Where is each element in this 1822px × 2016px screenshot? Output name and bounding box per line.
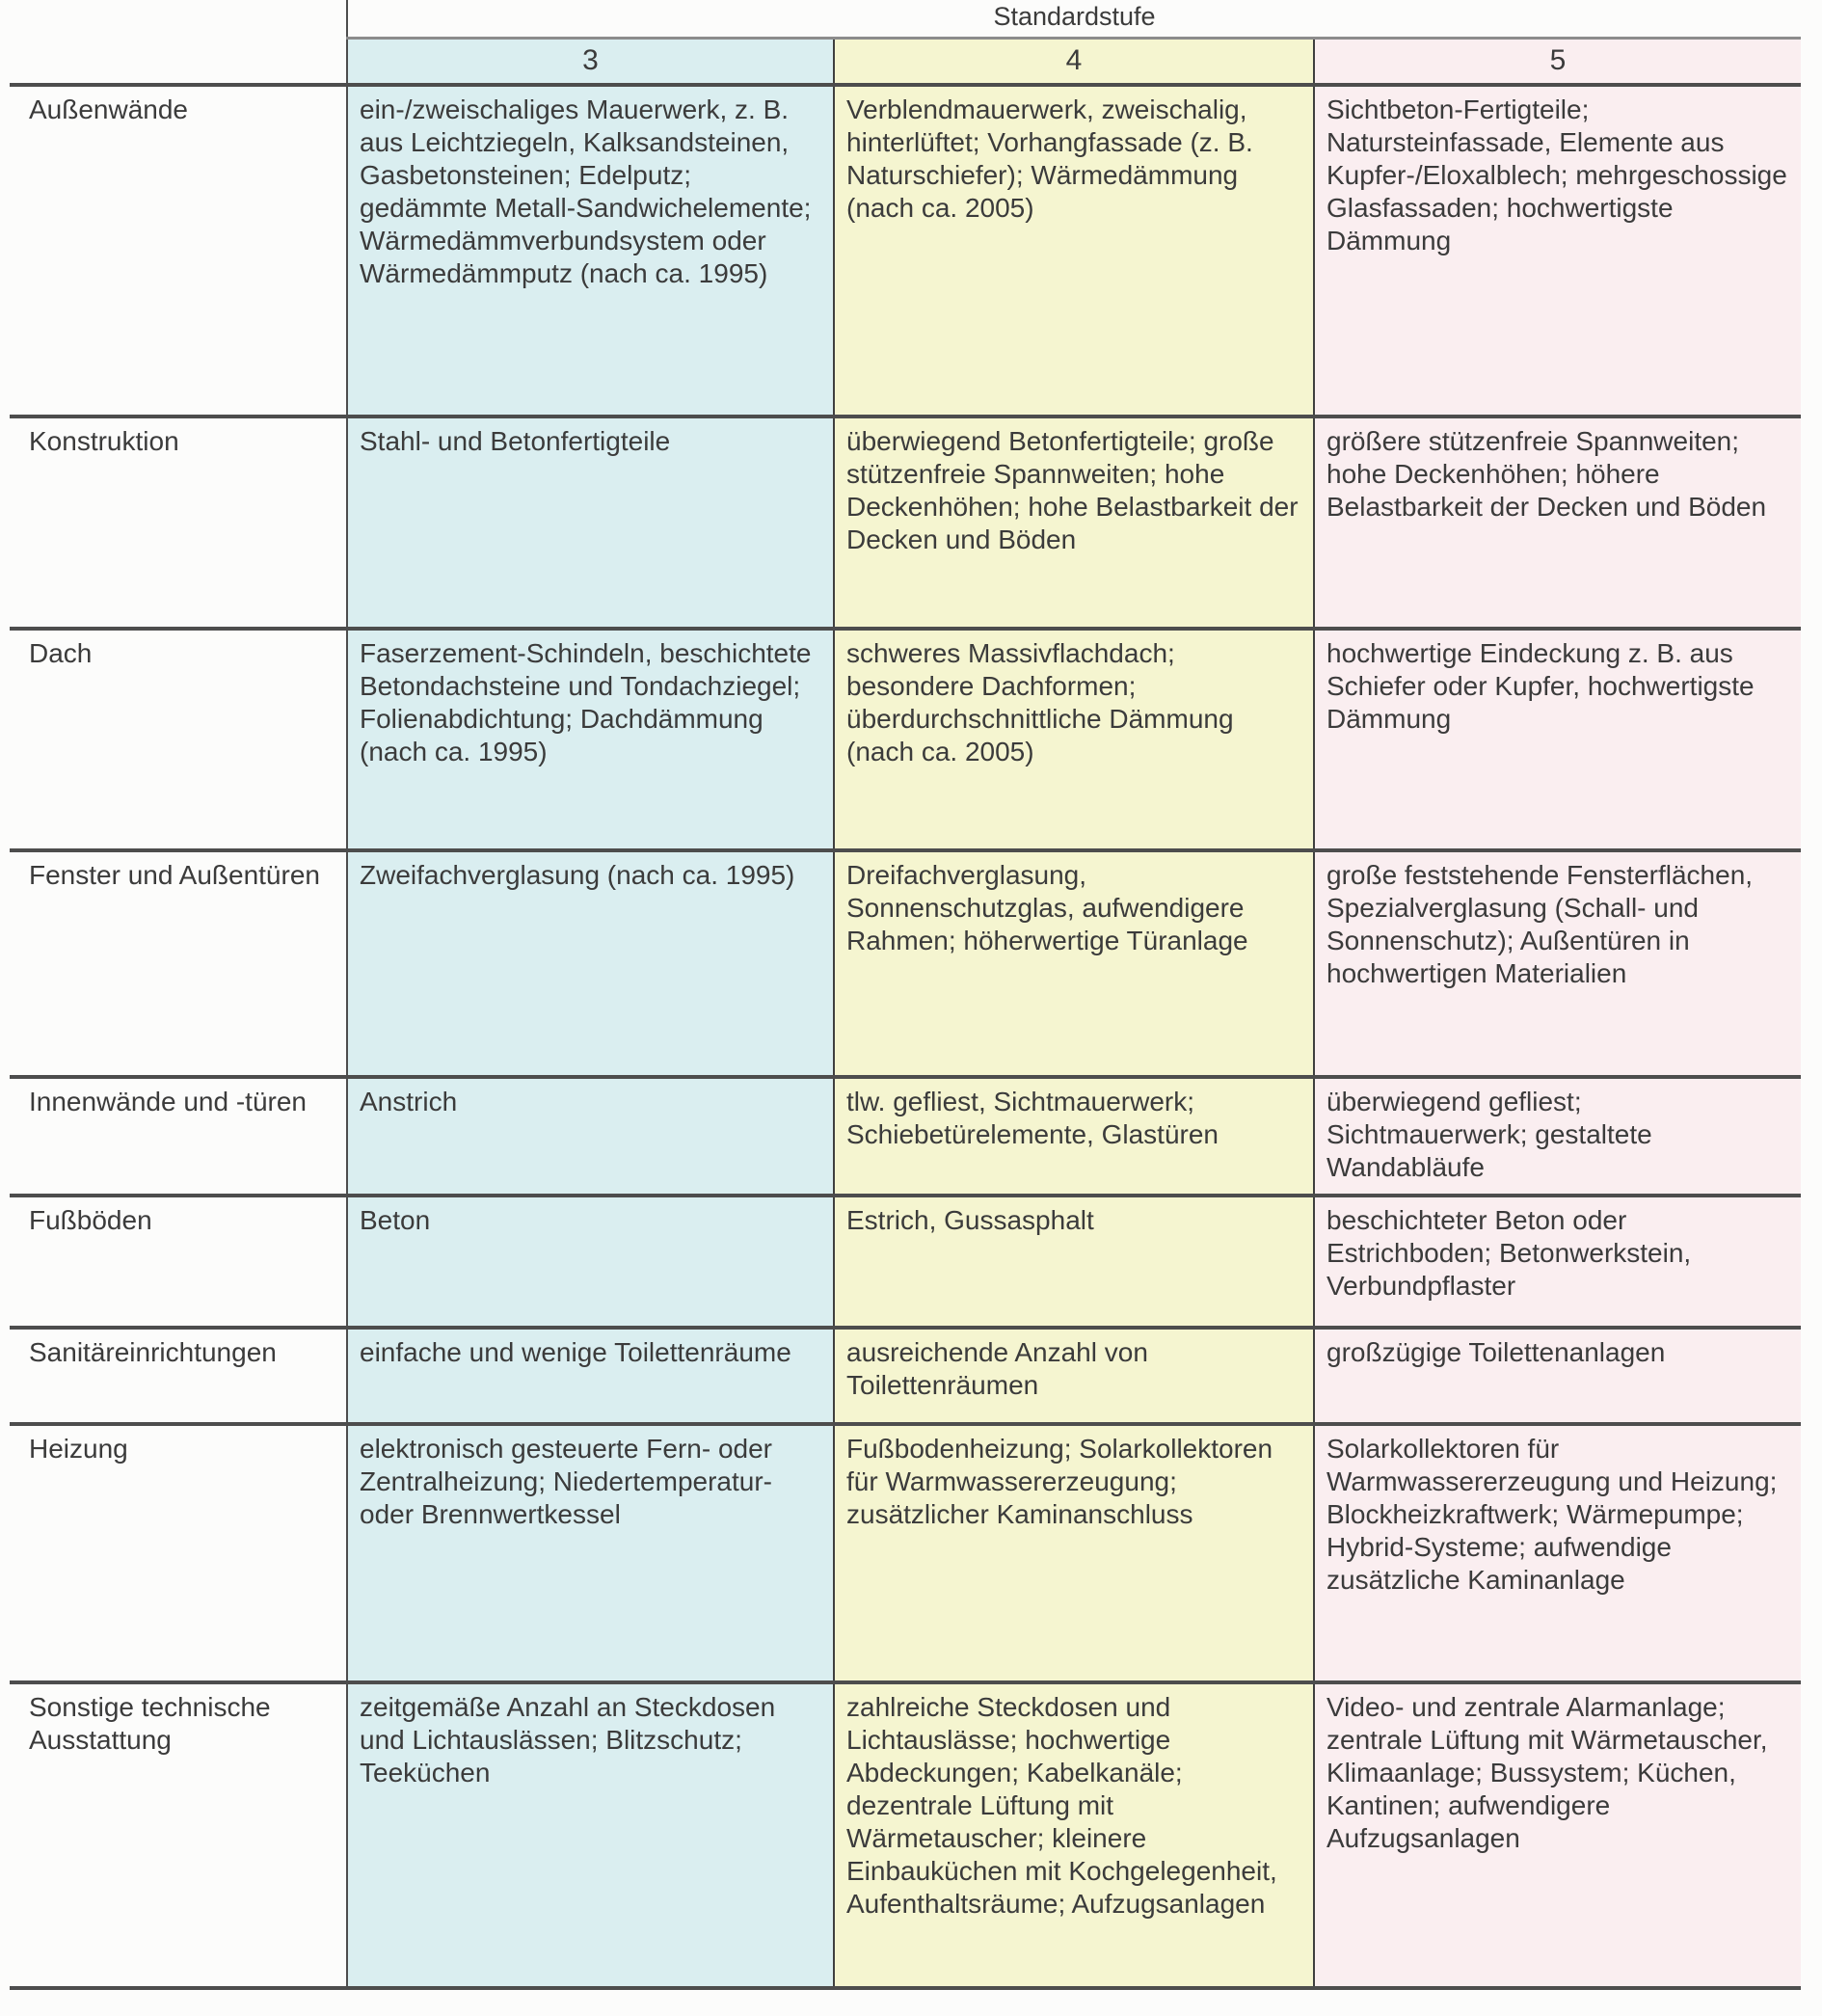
- row-label: Innenwände und -türen: [10, 1077, 347, 1196]
- column-header-3: 3: [347, 39, 834, 85]
- cell-stufe4: überwiegend Betonfertigteile; große stützenfreie Spannweiten; hohe Deckenhöhen; hohe Belastbarkeit der Decken und Böden: [834, 417, 1314, 629]
- row-label: Sanitäreinrichtungen: [10, 1328, 347, 1424]
- row-label: Sonstige technische Ausstattung: [10, 1682, 347, 1988]
- row-label: Heizung: [10, 1424, 347, 1682]
- cell-stufe5: überwiegend gefliest; Sichtmauerwerk; gestaltete Wandabläufe: [1314, 1077, 1801, 1196]
- row-label: Außenwände: [10, 85, 347, 417]
- cell-stufe5: hochwertige Eindeckung z. B. aus Schiefer oder Kupfer, hochwertigste Dämmung: [1314, 629, 1801, 850]
- group-header-row: [10, 0, 1801, 39]
- row-label: Dach: [10, 629, 347, 850]
- corner-blank-cell: [10, 0, 347, 85]
- cell-stufe4: Fußbodenheizung; Solarkollektoren für Warmwassererzeugung; zusätzlicher Kaminanschluss: [834, 1424, 1314, 1682]
- cell-stufe3: einfache und wenige Toilettenräume: [347, 1328, 834, 1424]
- cell-stufe5: beschichteter Beton oder Estrichboden; Betonwerkstein, Verbundpflaster: [1314, 1196, 1801, 1328]
- row-label: Fenster und Außentüren: [10, 850, 347, 1077]
- cell-stufe4: Verblendmauerwerk, zweischalig, hinterlüftet; Vorhangfassade (z. B. Naturschiefer); Wärmedämmung (nach ca. 2005): [834, 85, 1314, 417]
- row-label: Fußböden: [10, 1196, 347, 1328]
- cell-stufe3: Faserzement-Schindeln, beschichtete Betondachsteine und Tondachziegel; Folienabdichtung; Dachdämmung (nach ca. 1995): [347, 629, 834, 850]
- table-row: [10, 1077, 1801, 1196]
- table-row: [10, 850, 1801, 1077]
- column-header-4: 4: [834, 39, 1314, 85]
- cell-stufe4: Dreifachverglasung, Sonnenschutzglas, aufwendigere Rahmen; höherwertige Türanlage: [834, 850, 1314, 1077]
- cell-stufe5: große feststehende Fensterflächen, Spezialverglasung (Schall- und Sonnenschutz); Außentüren in hochwertigen Materialien: [1314, 850, 1801, 1077]
- cell-stufe3: Beton: [347, 1196, 834, 1328]
- cell-stufe5: Video- und zentrale Alarmanlage; zentrale Lüftung mit Wärmetauscher, Klimaanlage; Bussystem; Küchen, Kantinen; aufwendigere Aufzugsanlagen: [1314, 1682, 1801, 1988]
- table-row: [10, 85, 1801, 417]
- cell-stufe5: Sichtbeton-Fertigteile; Natursteinfassade, Elemente aus Kupfer-/Eloxalblech; mehrgeschossige Glasfassaden; hochwertigste Dämmung: [1314, 85, 1801, 417]
- cell-stufe5: großzügige Toilettenanlagen: [1314, 1328, 1801, 1424]
- cell-stufe3: zeitgemäße Anzahl an Steckdosen und Lichtauslässen; Blitzschutz; Teeküchen: [347, 1682, 834, 1988]
- cell-stufe4: tlw. gefliest, Sichtmauerwerk; Schiebetürelemente, Glastüren: [834, 1077, 1314, 1196]
- cell-stufe5: Solarkollektoren für Warmwassererzeugung und Heizung; Blockheizkraftwerk; Wärmepumpe; Hybrid-Systeme; aufwendige zusätzliche Kaminanlage: [1314, 1424, 1801, 1682]
- table-row: [10, 629, 1801, 850]
- table-row: [10, 1328, 1801, 1424]
- table-row: [10, 1424, 1801, 1682]
- table-row: [10, 1682, 1801, 1988]
- group-header-label: Standardstufe: [347, 0, 1801, 39]
- standardstufe-table: [10, 0, 1801, 1990]
- cell-stufe3: Stahl- und Betonfertigteile: [347, 417, 834, 629]
- cell-stufe3: ein-/zweischaliges Mauerwerk, z. B. aus Leichtziegeln, Kalksandsteinen, Gasbetonsteinen; Edelputz; gedämmte Metall-Sandwichelemente; Wärmedämmverbundsystem oder Wärmedämmputz (nach ca. 1995): [347, 85, 834, 417]
- cell-stufe4: ausreichende Anzahl von Toilettenräumen: [834, 1328, 1314, 1424]
- cell-stufe4: zahlreiche Steckdosen und Lichtauslässe; hochwertige Abdeckungen; Kabelkanäle; dezentrale Lüftung mit Wärmetauscher; kleinere Einbauküchen mit Kochgelegenheit, Aufenthaltsräume; Aufzugsanlagen: [834, 1682, 1314, 1988]
- cell-stufe4: Estrich, Gussasphalt: [834, 1196, 1314, 1328]
- cell-stufe3: Zweifachverglasung (nach ca. 1995): [347, 850, 834, 1077]
- column-header-5: 5: [1314, 39, 1801, 85]
- table-row: [10, 417, 1801, 629]
- cell-stufe5: größere stützenfreie Spannweiten; hohe Deckenhöhen; höhere Belastbarkeit der Decken und Böden: [1314, 417, 1801, 629]
- cell-stufe3: Anstrich: [347, 1077, 834, 1196]
- cell-stufe4: schweres Massivflachdach; besondere Dachformen; überdurchschnittliche Dämmung (nach ca. 2005): [834, 629, 1314, 850]
- table-row: [10, 1196, 1801, 1328]
- cell-stufe3: elektronisch gesteuerte Fern- oder Zentralheizung; Niedertemperatur- oder Brennwertkessel: [347, 1424, 834, 1682]
- row-label: Konstruktion: [10, 417, 347, 629]
